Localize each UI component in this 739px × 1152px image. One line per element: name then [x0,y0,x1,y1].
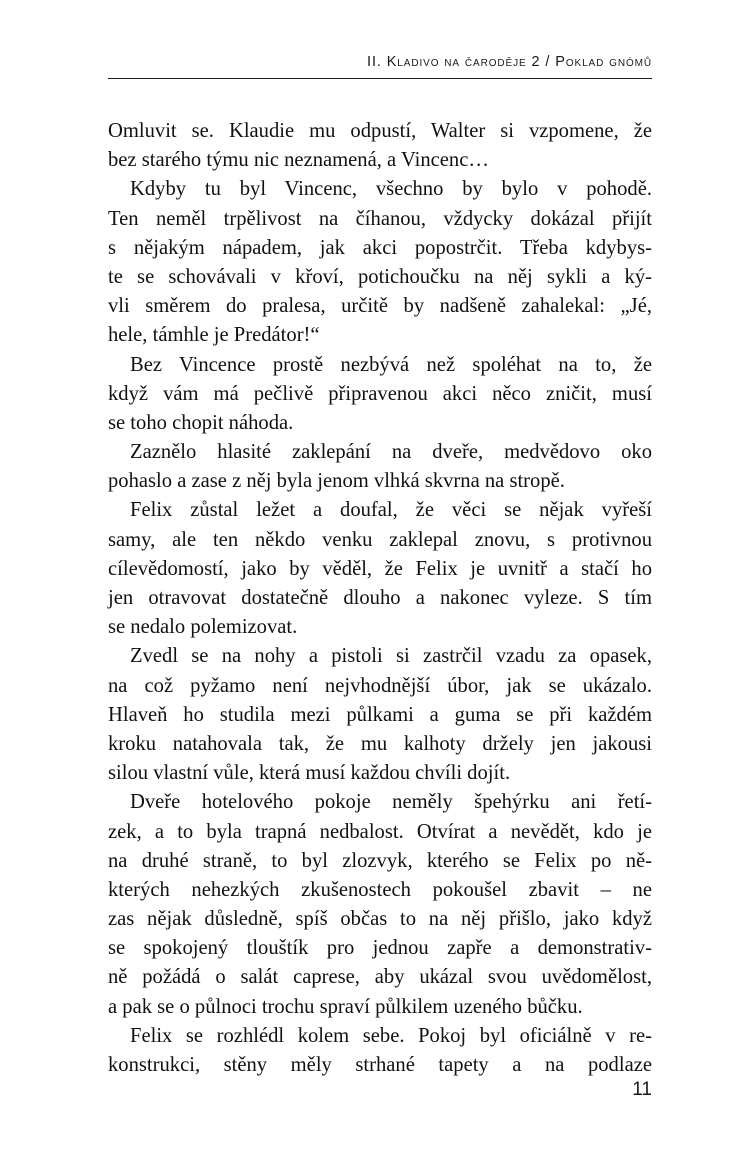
text-line: silou vlastní vůle, která musí každou chvíli dojít. [108,762,511,785]
text-line: kroku natahovala tak, že mu kalhoty držely jen jakousi [108,732,652,755]
header-rule [108,78,652,79]
text-line: s nějakým nápadem, jak akci popostrčit. Třeba kdybys- [108,236,652,259]
body-text [108,117,652,1080]
text-line: a pak se o půlnoci trochu spraví půlkilem uzeného bůčku. [108,995,583,1018]
text-line: se toho chopit náhoda. [108,411,294,434]
text-line: jen otravovat dostatečně dlouho a nakonec vyleze. S tím [108,587,652,609]
text-line: Felix se rozhlédl kolem sebe. Pokoj byl oficiálně v re- [130,1024,652,1047]
text-line: hele, támhle je Predátor!“ [108,324,320,347]
text-line: když vám má pečlivě připravenou akci něco zničit, musí [108,382,652,405]
text-line: na což pyžamo není nejvhodnější úbor, jak se ukázalo. [108,674,652,697]
text-line: vli směrem do pralesa, určitě by nadšeně zahalekal: „Jé, [108,295,652,318]
paragraph [108,351,652,439]
paragraph [108,496,652,642]
text-line: zas nějak důsledně, spíš občas to na něj přišlo, jako když [108,908,652,931]
text-line: kterých nehezkých zkušenostech pokoušel zbavit – ne [108,878,652,901]
text-line: Bez Vincence prostě nezbývá než spoléhat na to, že [130,353,652,376]
page-number: 11 [632,1079,652,1100]
paragraph [108,1022,652,1080]
text-line: cílevědomostí, jako by věděl, že Felix je uvnitř a stačí ho [108,557,652,580]
text-line: zek, a to byla trapná nedbalost. Otvírat a nevědět, kdo je [108,820,652,843]
paragraph [108,642,652,788]
text-line: Dveře hotelového pokoje neměly špehýrku ani řetí- [130,791,652,814]
text-line: se spokojený tlouštík pro jednou zapře a demonstrativ- [108,937,652,960]
text-line: pohaslo a zase z něj byla jenom vlhká skvrna na stropě. [108,470,565,493]
text-line: konstrukci, stěny měly strhané tapety a na podlaze [108,1054,652,1076]
text-line: Ten neměl trpělivost na číhanou, vždycky dokázal přijít [108,207,652,230]
text-line: se nedalo polemizovat. [108,616,298,639]
text-line: Felix zůstal ležet a doufal, že věci se nějak vyřeší [130,499,652,522]
text-line: Zvedl se na nohy a pistoli si zastrčil vzadu za opasek, [130,645,652,668]
paragraph [108,117,652,175]
text-line: na druhé straně, to byl zlozvyk, kterého se Felix po ně- [108,849,652,872]
text-line: Kdyby tu byl Vincenc, všechno by bylo v pohodě. [130,178,652,201]
text-line: Hlaveň ho studila mezi půlkami a guma se při každém [108,703,652,726]
text-line: ně požádá o salát caprese, aby ukázal svou uvědomělost, [108,966,652,989]
paragraph [108,175,652,350]
text-line: samy, ale ten někdo venku zaklepal znovu, s protivnou [108,528,652,551]
text-line: te se schovávali v křoví, potichoučku na něj sykli a ký- [108,265,652,288]
running-head: II. Kladivo na čaroděje 2 / Poklad gnómů [367,54,652,70]
paragraph [108,438,652,496]
paragraph [108,788,652,1022]
text-line: bez starého týmu nic neznamená, a Vincenc… [108,149,489,172]
text-line: Omluvit se. Klaudie mu odpustí, Walter si vzpomene, že [108,120,652,142]
text-line: Zaznělo hlasité zaklepání na dveře, medvědovo oko [130,441,652,464]
